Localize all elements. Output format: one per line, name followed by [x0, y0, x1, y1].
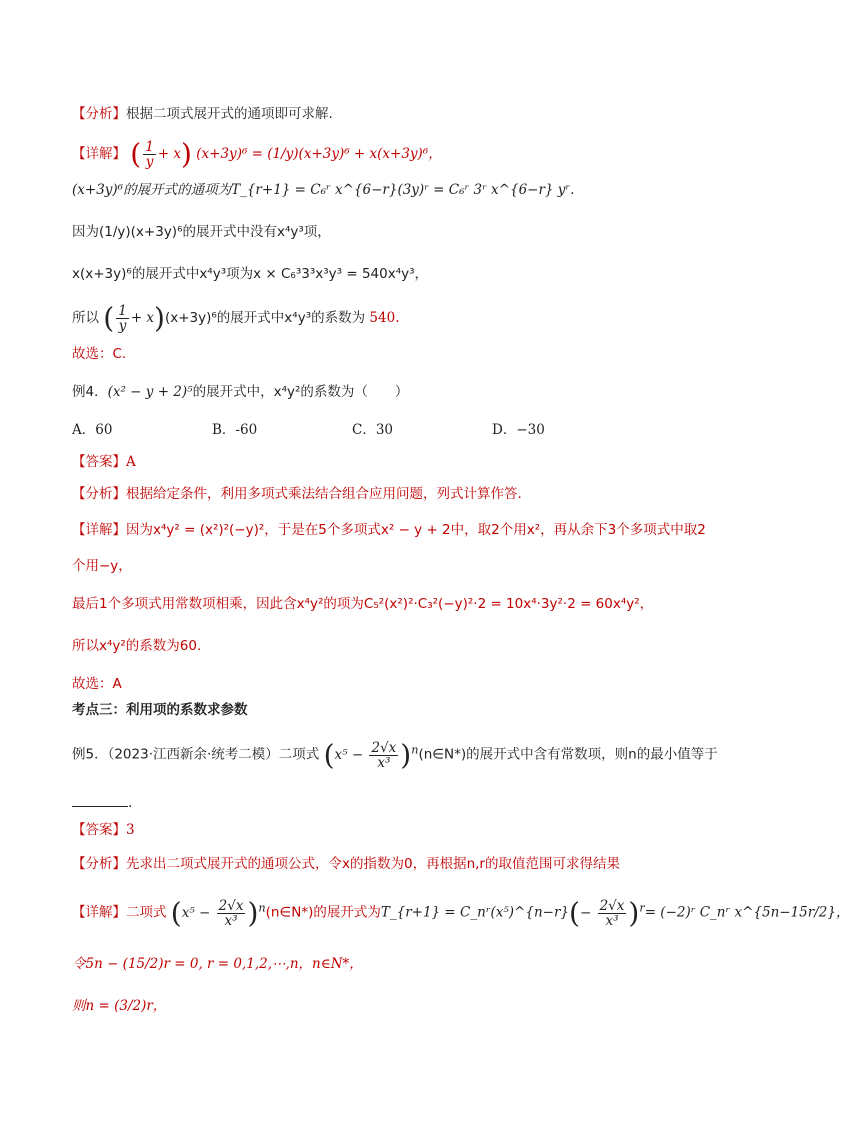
detail-1: 【详解】 ( $\frac{1}{y}$ + x) (x+3y)⁶ = (1/y)(x+3y)⁶ + x(x+3y)⁶， [72, 137, 442, 171]
detail-4a: 【详解】因为x⁴y² = (x²)²(−y)²，于是在5个多项式x² − y + 2中，取2个用x²，再从余下3个多项式中取2 [72, 522, 706, 538]
binomial-expr: (x⁵ − $\frac{2√x}{\text{x³}}$ )$^n$ [323, 738, 419, 771]
example-4: 例4．(x² − y + 2)⁵的展开式中，x⁴y²的系数为（ ） [72, 384, 409, 400]
detail-5: 【详解】二项式 (x⁵ − $\frac{2√x}{\text{x³}}$ )$^n$(n∈N*)的展开式为T_{r+1} = C_nʳ(x⁵)^{n−r}(− $\frac{2√x}{\text{x³}}$ )$^r$= (−2)ʳ C_nʳ x^{5n−15r/2}， [72, 896, 849, 929]
answer-5: 【答案】3 [72, 822, 135, 838]
section-heading-3: 考点三：利用项的系数求参数 [72, 702, 248, 718]
analysis-1: 【分析】根据二项式展开式的通项即可求解. [72, 106, 333, 122]
then-line: 则n = (3/2)r， [72, 998, 167, 1014]
term-line: x(x+3y)⁶的展开式中x⁴y³项为x × C₆³3³x³y³ = 540x⁴y³， [72, 266, 429, 282]
option-c: C．30 [352, 422, 394, 438]
because-line: 因为(1/y)(x+3y)⁶的展开式中没有x⁴y³项， [72, 224, 331, 240]
example-4-options [72, 420, 632, 440]
option-b: B．-60 [212, 422, 258, 438]
example-5: 例5．（2023·江西新余·统考二模）二项式 (x⁵ − $\frac{2√x}{\text{x³}}$ )$^n$(n∈N*)的展开式中含有常数项，则n的最小值等于 [72, 738, 718, 771]
answer-4: 【答案】A [72, 454, 136, 470]
answer-blank-line: . [72, 792, 132, 813]
option-a: A．60 [72, 422, 113, 438]
analysis-5: 【分析】先求出二项式展开式的通项公式，令x的指数为0，再根据n,r的取值范围可求得结果 [72, 856, 620, 872]
choice-1: 故选：C. [72, 346, 127, 362]
answer-blank [72, 792, 128, 807]
detail-4b: 个用−y， [72, 558, 132, 574]
general-term-line: (x+3y)⁶的展开式的通项为T_{r+1} = C₆ʳ x^{6−r}(3y)ʳ = C₆ʳ 3ʳ x^{6−r} yʳ. [72, 182, 575, 198]
option-d: D．−30 [492, 422, 545, 438]
choice-4: 故选：A [72, 676, 122, 692]
analysis-4: 【分析】根据给定条件，利用多项式乘法结合组合应用问题，列式计算作答. [72, 486, 522, 502]
detail-4c: 最后1个多项式用常数项相乘，因此含x⁴y²的项为C₅²(x²)²·C₃²(−y)²·2 = 10x⁴·3y²·2 = 60x⁴y²， [72, 596, 654, 612]
let-line: 令5n − (15/2)r = 0, r = 0,1,2,⋯,n，n∈N*， [72, 956, 363, 972]
conclusion-line: 所以 ( $\frac{1}{y}$ + x)(x+3y)⁶的展开式中x⁴y³的系数为 540. [72, 301, 400, 335]
detail-4d: 所以x⁴y²的系数为60. [72, 638, 202, 654]
detail-1-expr: ( $\frac{1}{y}$ + x) [130, 137, 192, 171]
